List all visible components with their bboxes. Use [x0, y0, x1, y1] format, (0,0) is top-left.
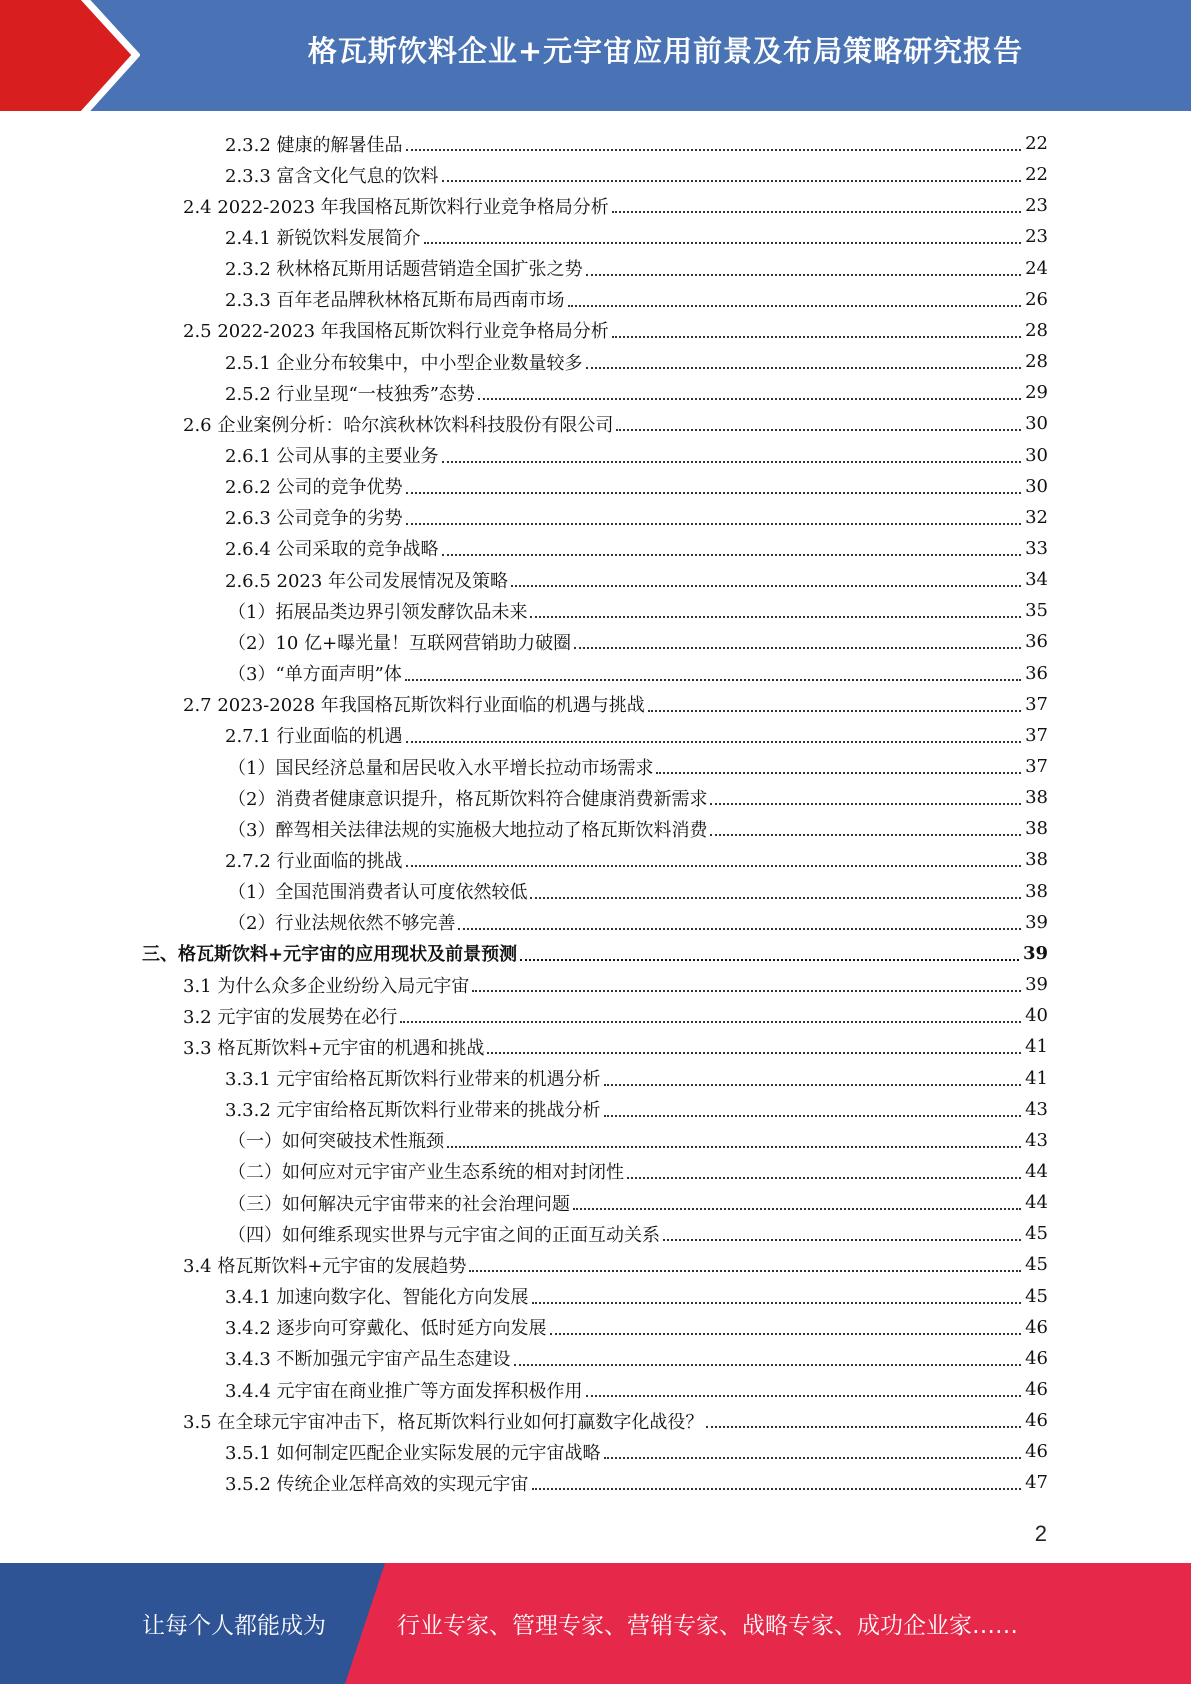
header-arrow-decoration: [0, 0, 140, 111]
toc-entry-title: 2.5.1 企业分布较集中，中小型企业数量较多: [225, 352, 583, 374]
toc-entry-page: 23: [1025, 195, 1048, 217]
toc-entry-title: 2.5.2 行业呈现“一枝独秀”态势: [225, 383, 475, 405]
toc-entry[interactable]: [225, 221, 1048, 252]
toc-entry-title: 3.3.1 元宇宙给格瓦斯饮料行业带来的机遇分析: [225, 1069, 601, 1090]
toc-entry-page: 40: [1025, 1005, 1048, 1027]
toc-entry-page: 46: [1025, 1441, 1048, 1463]
toc-entry-title: 2.6 企业案例分析：哈尔滨秋林饮料科技股份有限公司: [183, 414, 614, 436]
toc-entry-page: 43: [1025, 1098, 1048, 1120]
toc-entry[interactable]: [183, 408, 1048, 439]
toc-entry-title: 2.5 2022-2023 年我国格瓦斯饮料行业竞争格局分析: [183, 321, 609, 343]
toc-entry-title: （二）如何应对元宇宙产业生态系统的相对封闭性: [228, 1162, 624, 1184]
toc-dot-leader: [710, 802, 1021, 805]
toc-entry[interactable]: [225, 159, 1048, 190]
toc-entry-title: 3.4 格瓦斯饮料+元宇宙的发展趋势: [183, 1255, 467, 1277]
toc-entry[interactable]: [183, 1405, 1048, 1436]
toc-entry-title: （1）全国范围消费者认可度依然较低: [228, 882, 528, 904]
toc-entry[interactable]: [183, 190, 1048, 221]
toc-entry-title: 2.3.3 富含文化气息的饮料: [225, 165, 439, 187]
toc-dot-leader: [458, 927, 1021, 930]
toc-dot-leader: [447, 1145, 1021, 1148]
toc-entry[interactable]: [225, 564, 1048, 595]
toc-entry-page: 46: [1025, 1347, 1048, 1369]
toc-entry-page: 36: [1025, 662, 1048, 684]
toc-entry-title: 2.6.2 公司的竞争优势: [225, 477, 403, 499]
toc-entry-page: 37: [1025, 693, 1048, 715]
toc-entry-page: 38: [1025, 818, 1048, 840]
toc-entry[interactable]: [183, 969, 1048, 1000]
toc-entry[interactable]: [225, 1436, 1048, 1467]
toc-entry[interactable]: [225, 346, 1048, 377]
toc-dot-leader: [648, 709, 1021, 712]
toc-entry-page: 46: [1025, 1316, 1048, 1338]
toc-entry-page: 46: [1025, 1410, 1048, 1432]
toc-entry-page: 26: [1025, 288, 1048, 310]
toc-entry[interactable]: [225, 1374, 1048, 1405]
toc-entry-page: 23: [1025, 226, 1048, 248]
toc-dot-leader: [586, 1394, 1022, 1397]
toc-entry-page: 47: [1025, 1472, 1048, 1494]
toc-entry[interactable]: [225, 1467, 1048, 1498]
toc-dot-leader: [400, 1020, 1021, 1023]
toc-entry[interactable]: [225, 1312, 1048, 1343]
toc-entry-title: 3.3.2 元宇宙给格瓦斯饮料行业带来的挑战分析: [225, 1100, 601, 1122]
toc-dot-leader: [586, 273, 1022, 276]
toc-entry-title: 2.6.4 公司采取的竞争战略: [225, 539, 439, 561]
toc-entry-title: 三、格瓦斯饮料+元宇宙的应用现状及前景预测: [142, 944, 518, 966]
toc-entry-page: 41: [1025, 1036, 1048, 1058]
toc-entry[interactable]: [225, 844, 1048, 875]
toc-entry[interactable]: [225, 253, 1048, 284]
toc-entry-title: 2.7 2023-2028 年我国格瓦斯饮料行业面临的机遇与挑战: [183, 695, 645, 717]
toc-entry-page: 28: [1025, 351, 1048, 373]
toc-dot-leader: [406, 491, 1022, 494]
toc-entry[interactable]: [228, 1187, 1048, 1218]
page-number: 2: [1034, 1521, 1047, 1546]
toc-entry[interactable]: [228, 782, 1048, 813]
toc-entry-page: 45: [1025, 1254, 1048, 1276]
toc-dot-leader: [442, 553, 1022, 556]
toc-entry[interactable]: [225, 720, 1048, 751]
toc-entry-page: 24: [1025, 257, 1048, 279]
toc-dot-leader: [406, 740, 1022, 743]
toc-dot-leader: [568, 304, 1022, 307]
toc-entry-page: 29: [1025, 382, 1048, 404]
toc-entry-title: （2）消费者健康意识提升，格瓦斯饮料符合健康消费新需求: [228, 788, 708, 810]
toc-entry-page: 46: [1025, 1379, 1048, 1400]
toc-entry-page: 39: [1025, 911, 1048, 933]
toc-entry-page: 34: [1025, 569, 1048, 591]
report-header-banner: [0, 0, 1191, 111]
toc-entry-title: （3）“单方面声明”体: [228, 664, 402, 686]
toc-entry-page: 30: [1025, 444, 1048, 466]
toc-entry-page: 43: [1025, 1129, 1048, 1151]
toc-entry-title: 2.4.1 新锐饮料发展简介: [225, 227, 421, 249]
toc-entry-title: 2.6.3 公司竞争的劣势: [225, 508, 403, 530]
toc-dot-leader: [710, 833, 1021, 836]
toc-entry-page: 37: [1025, 756, 1048, 777]
toc-entry[interactable]: [142, 938, 1048, 969]
toc-entry-page: 38: [1025, 849, 1048, 871]
toc-dot-leader: [574, 646, 1021, 649]
toc-entry-page: 39: [1025, 974, 1048, 996]
report-title: 格瓦斯饮料企业+元宇宙应用前景及布局策略研究报告: [307, 33, 1024, 68]
toc-entry-page: 30: [1025, 413, 1048, 435]
toc-entry-page: 41: [1025, 1067, 1048, 1089]
footer-banner: [0, 1563, 1191, 1684]
toc-entry-title: 3.4.1 加速向数字化、智能化方向发展: [225, 1287, 529, 1309]
toc-entry[interactable]: [228, 1125, 1048, 1156]
toc-entry[interactable]: [225, 1094, 1048, 1125]
toc-entry[interactable]: [228, 626, 1048, 657]
toc-dot-leader: [532, 1301, 1022, 1304]
toc-entry[interactable]: [228, 813, 1048, 844]
toc-entry-page: 22: [1025, 164, 1048, 186]
toc-dot-leader: [550, 1332, 1022, 1335]
toc-entry-title: 2.6.5 2023 年公司发展情况及策略: [225, 570, 509, 592]
toc-entry-title: 3.1 为什么众多企业纷纷入局元宇宙: [183, 975, 470, 997]
toc-entry-page: 36: [1025, 631, 1048, 653]
toc-dot-leader: [514, 1363, 1022, 1366]
toc-entry-page: 39: [1022, 942, 1048, 964]
toc-entry-title: 3.3 格瓦斯饮料+元宇宙的机遇和挑战: [183, 1037, 485, 1059]
toc-dot-leader: [573, 1207, 1021, 1210]
toc-entry-title: 2.4 2022-2023 年我国格瓦斯饮料行业竞争格局分析: [183, 196, 609, 218]
toc-entry-page: 45: [1025, 1285, 1048, 1307]
toc-entry[interactable]: [228, 876, 1048, 907]
toc-dot-leader: [532, 1487, 1022, 1490]
toc-entry-title: 3.4.2 逐步向可穿戴化、低时延方向发展: [225, 1318, 547, 1340]
toc-entry-title: 2.6.1 公司从事的主要业务: [225, 446, 439, 467]
toc-entry[interactable]: [228, 1156, 1048, 1187]
toc-entry-title: 3.5 在全球元宇宙冲击下，格瓦斯饮料行业如何打赢数字化战役？: [183, 1411, 704, 1433]
toc-entry[interactable]: [225, 128, 1048, 159]
toc-dot-leader: [612, 210, 1021, 213]
toc-entry[interactable]: [183, 1249, 1048, 1280]
toc-entry[interactable]: [225, 502, 1048, 533]
toc-dot-leader: [406, 522, 1022, 525]
toc-dot-leader: [406, 148, 1022, 151]
toc-entry-page: 38: [1025, 787, 1048, 809]
toc-entry-title: （1）拓展品类边界引领发酵饮品未来: [228, 601, 528, 623]
toc-entry-title: 3.5.1 如何制定匹配企业实际发展的元宇宙战略: [225, 1442, 601, 1464]
toc-entry-page: 35: [1025, 600, 1048, 622]
toc-dot-leader: [706, 1425, 1021, 1428]
toc-dot-leader: [604, 1114, 1022, 1117]
toc-entry-page: 37: [1025, 724, 1048, 746]
toc-dot-leader: [469, 1269, 1021, 1272]
toc-entry-title: 3.2 元宇宙的发展势在必行: [183, 1006, 398, 1028]
toc-entry[interactable]: [225, 1063, 1048, 1094]
toc-entry-title: （一）如何突破技术性瓶颈: [228, 1131, 444, 1153]
toc-dot-leader: [442, 460, 1022, 463]
toc-dot-leader: [656, 771, 1021, 774]
toc-dot-leader: [663, 1238, 1021, 1241]
toc-entry[interactable]: [183, 689, 1048, 720]
toc-dot-leader: [442, 179, 1022, 182]
toc-entry-title: （1）国民经济总量和居民收入水平增长拉动市场需求: [228, 757, 654, 779]
toc-entry[interactable]: [183, 1000, 1048, 1031]
toc-entry-page: 45: [1025, 1223, 1048, 1245]
toc-entry-page: 28: [1025, 319, 1048, 341]
toc-dot-leader: [530, 896, 1021, 899]
toc-entry[interactable]: [183, 1031, 1048, 1062]
toc-dot-leader: [604, 1083, 1022, 1086]
toc-entry-title: （四）如何维系现实世界与元宇宙之间的正面互动关系: [228, 1224, 660, 1246]
toc-entry[interactable]: [225, 377, 1048, 408]
toc-entry-title: （3）醉驾相关法律法规的实施极大地拉动了格瓦斯饮料消费: [228, 819, 708, 841]
toc-dot-leader: [405, 678, 1021, 681]
toc-dot-leader: [604, 1456, 1022, 1459]
toc-entry[interactable]: [183, 315, 1048, 346]
toc-entry-title: 2.7.2 行业面临的挑战: [225, 850, 403, 872]
toc-entry-page: 44: [1025, 1192, 1048, 1214]
toc-entry-title: （三）如何解决元宇宙带来的社会治理问题: [228, 1193, 570, 1215]
toc-entry[interactable]: [225, 1281, 1048, 1312]
toc-entry-page: 33: [1025, 537, 1048, 559]
toc-dot-leader: [511, 584, 1021, 587]
toc-entry[interactable]: [228, 907, 1048, 938]
toc-entry-page: 32: [1025, 506, 1048, 528]
toc-entry-page: 38: [1025, 880, 1048, 902]
toc-entry-title: 2.7.1 行业面临的机遇: [225, 726, 403, 748]
toc-entry[interactable]: [225, 1343, 1048, 1374]
toc-entry[interactable]: [228, 658, 1048, 689]
toc-dot-leader: [586, 366, 1022, 369]
toc-dot-leader: [406, 864, 1022, 867]
toc-dot-leader: [530, 615, 1021, 618]
toc-dot-leader: [520, 958, 1019, 961]
toc-dot-leader: [487, 1051, 1021, 1054]
toc-entry[interactable]: [225, 440, 1048, 471]
toc-entry[interactable]: [228, 595, 1048, 626]
toc-entry-title: 2.3.2 健康的解暑佳品: [225, 134, 403, 156]
toc-dot-leader: [478, 397, 1021, 400]
toc-dot-leader: [627, 1176, 1021, 1179]
toc-entry[interactable]: [225, 284, 1048, 315]
toc-dot-leader: [616, 428, 1021, 431]
toc-entry[interactable]: [228, 751, 1048, 782]
toc-entry-page: 30: [1025, 475, 1048, 497]
toc-entry[interactable]: [225, 533, 1048, 564]
toc-entry[interactable]: [228, 1218, 1048, 1249]
toc-dot-leader: [472, 989, 1021, 992]
footer-slogan-left: 让每个人都能成为: [142, 1613, 326, 1639]
toc-entry-page: 22: [1025, 133, 1048, 154]
footer-slogan-right: 行业专家、管理专家、营销专家、战略专家、成功企业家……: [397, 1613, 1018, 1639]
toc-entry-title: （2）行业法规依然不够完善: [228, 913, 456, 935]
toc-dot-leader: [612, 335, 1021, 338]
toc-entry-title: 3.4.3 不断加强元宇宙产品生态建设: [225, 1349, 511, 1371]
toc-dot-leader: [424, 241, 1022, 244]
toc-entry-page: 44: [1025, 1160, 1048, 1182]
toc-entry[interactable]: [225, 471, 1048, 502]
toc-entry-title: 2.3.2 秋林格瓦斯用话题营销造全国扩张之势: [225, 259, 583, 281]
toc-entry-title: 3.4.4 元宇宙在商业推广等方面发挥积极作用: [225, 1380, 583, 1402]
toc-entry-title: 2.3.3 百年老品牌秋林格瓦斯布局西南市场: [225, 290, 565, 312]
toc-entry-title: （2）10 亿+曝光量！互联网营销助力破圈: [228, 632, 572, 654]
toc-entry-title: 3.5.2 传统企业怎样高效的实现元宇宙: [225, 1473, 529, 1495]
